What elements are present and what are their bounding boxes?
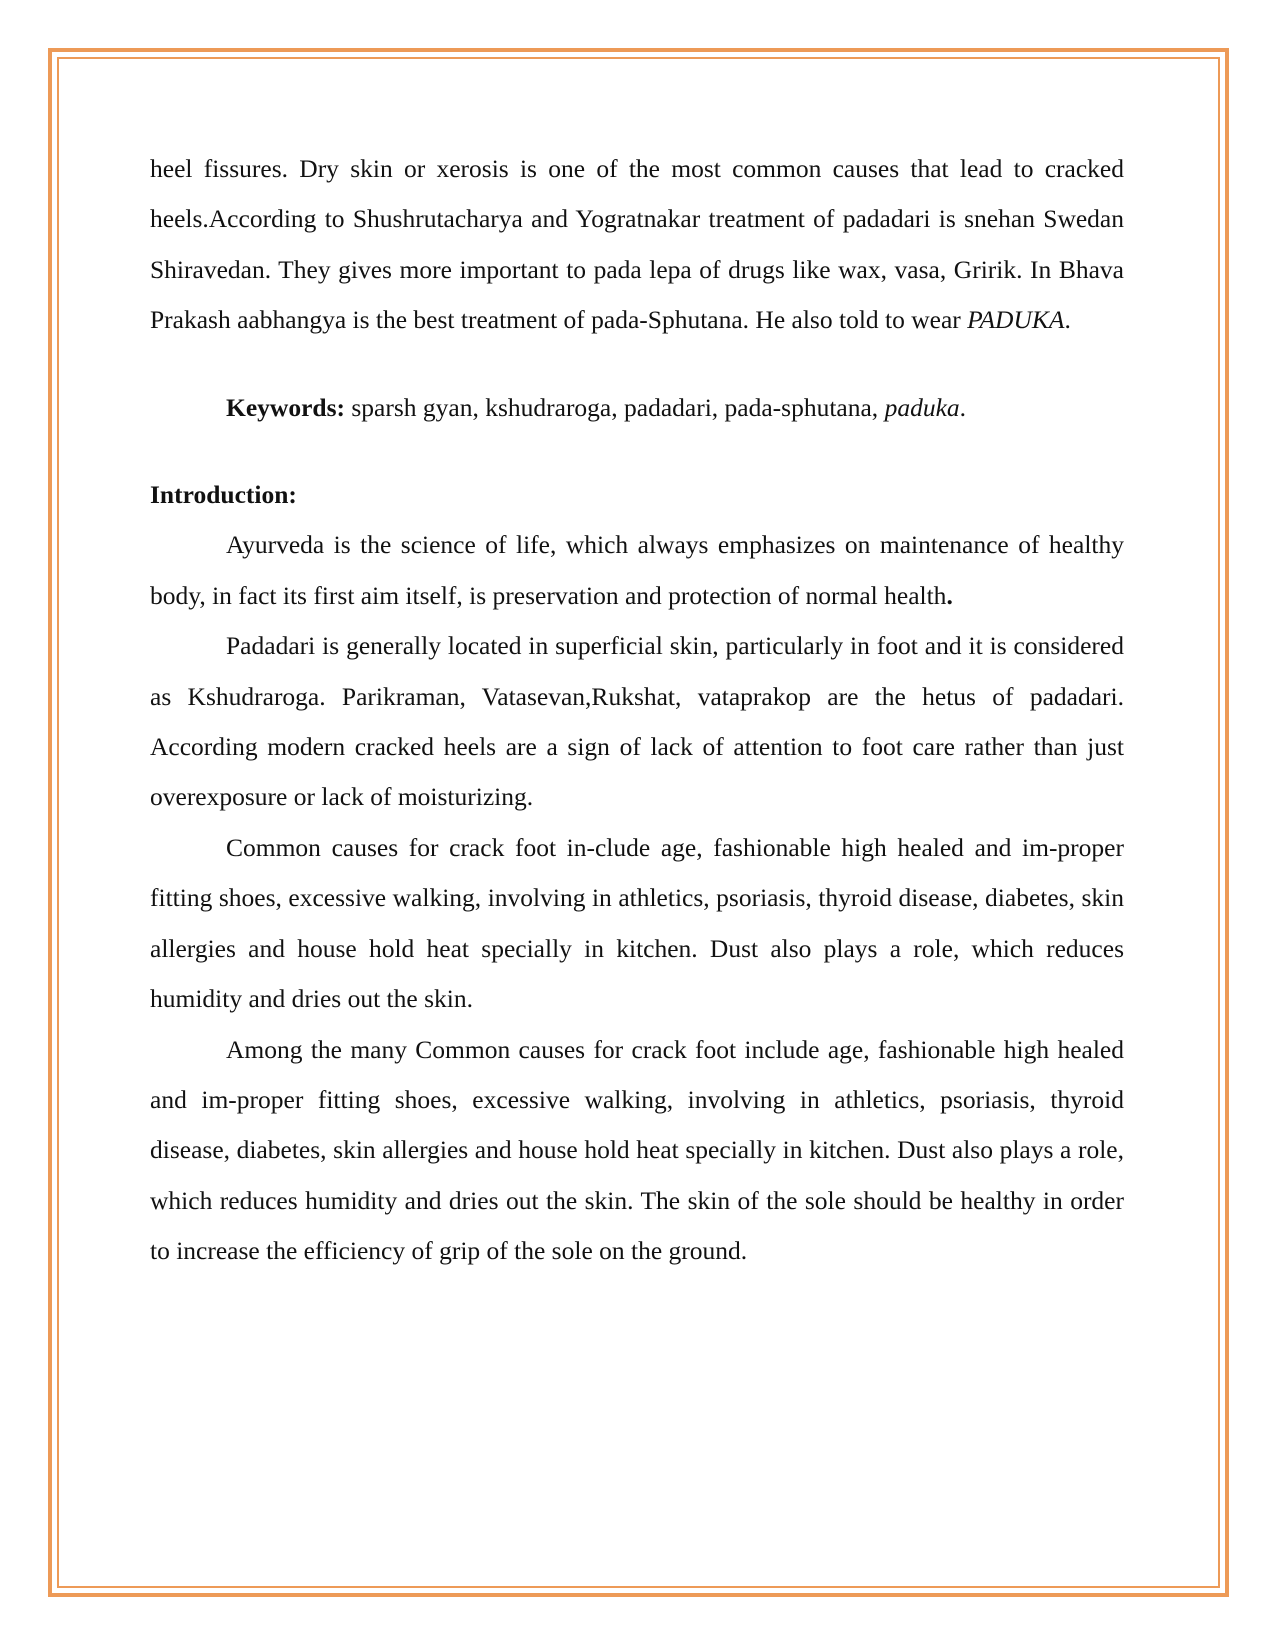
section-heading-introduction: Introduction: xyxy=(150,480,297,510)
abstract-continuation xyxy=(150,144,1124,346)
paragraph-3: Common causes for crack foot in-clude age, fashionable high healed and im-proper fitting shoes, excessive walking, involving in athletics, psoriasis, thyroid disease, diabetes, skin allergies and house hold heat specially in kitchen. Dust also plays a role, which reduces humidity and dries out the skin. xyxy=(150,832,1124,1014)
keywords-end: . xyxy=(959,392,967,422)
keywords-italic-term: paduka xyxy=(884,392,960,422)
keywords-text: sparsh gyan, kshudraroga, padadari, pada-sphutana, xyxy=(344,392,885,422)
keywords-line xyxy=(150,383,1124,433)
abstract-text: heel fissures. Dry skin or xerosis is one of the most common causes that lead to cracked heels.According to Shushrutacharya and Yogratnakar treatment of padadari is snehan Swedan Shiravedan. They gives more important to pada lepa of drugs like wax, vasa, Gririk. In Bhava Prakash aabhangya is the best treatment of pada-Sphutana. He also told to wear xyxy=(150,154,1124,335)
keywords-label: Keywords: xyxy=(226,392,345,422)
paragraph-1 xyxy=(150,520,1124,621)
paragraph-4: Among the many Common causes for crack foot include age, fashionable high healed and im-proper fitting shoes, excessive walking, involving in athletics, psoriasis, thyroid disease, diabetes, skin allergies and house hold heat specially in kitchen. Dust also plays a role, which reduces humidity and dries out the skin. The skin of the sole should be healthy in order to increase the efficiency of grip of the sole on the ground. xyxy=(150,1034,1124,1266)
paragraph-1-text: Ayurveda is the science of life, which always emphasizes on maintenance of healthy body, in fact its first aim itself, is preservation and protection of normal health xyxy=(150,530,1124,610)
paragraph-1-end: . xyxy=(946,580,953,610)
abstract-italic-term: PADUKA xyxy=(967,305,1065,335)
document-body xyxy=(150,144,1124,1277)
paragraph-2: Padadari is generally located in superficial skin, particularly in foot and it is considered as Kshudraroga. Parikraman, Vatasevan,Rukshat, vataprakop are the hetus of padadari. According modern cracked heels are a sign of lack of attention to foot care rather than just overexposure or lack of moisturizing. xyxy=(150,631,1124,812)
abstract-end: . xyxy=(1064,305,1071,335)
